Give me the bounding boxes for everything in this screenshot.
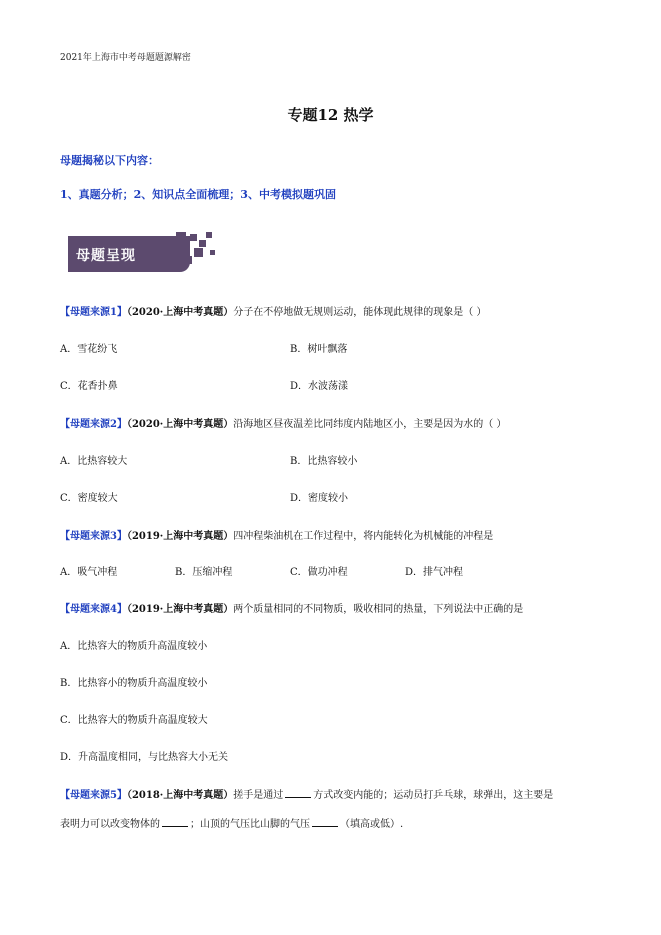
question-stem: 分子在不停地做无规则运动，能体现此规律的现象是（ ） bbox=[233, 307, 487, 318]
page-title: 专题12 热学 bbox=[287, 106, 374, 124]
question-stem-part: （填高或低）. bbox=[340, 819, 404, 830]
option-c: C．做功冲程 bbox=[290, 567, 348, 578]
option-d: D．水波荡漾 bbox=[290, 381, 349, 392]
question-stem: 沿海地区昼夜温差比同纬度内陆地区小，主要是因为水的（ ） bbox=[233, 419, 507, 430]
option-c: C．比热容大的物质升高温度较大 bbox=[60, 715, 208, 726]
question-year: （2019·上海中考真题） bbox=[126, 531, 234, 542]
question-source: 【母题来源5】 bbox=[60, 790, 127, 801]
question-4 bbox=[60, 600, 523, 615]
option-d: D．升高温度相同，与比热容大小无关 bbox=[60, 752, 229, 763]
question-source: 【母题来源3】 bbox=[60, 531, 127, 542]
question-stem-part: 方式改变内能的；运动员打乒乓球，球弹出，这主要是 bbox=[313, 790, 554, 801]
question-year: （2019·上海中考真题） bbox=[126, 604, 234, 615]
option-d: D．排气冲程 bbox=[405, 567, 464, 578]
document-header: 2021年上海市中考母题题源解密 bbox=[60, 53, 191, 63]
answer-blank bbox=[162, 817, 188, 827]
answer-blank bbox=[285, 788, 311, 798]
question-source: 【母题来源1】 bbox=[60, 307, 127, 318]
question-source: 【母题来源4】 bbox=[60, 604, 127, 615]
option-a: A．比热容大的物质升高温度较小 bbox=[60, 641, 208, 652]
question-source: 【母题来源2】 bbox=[60, 419, 127, 430]
option-d: D．密度较小 bbox=[290, 493, 349, 504]
option-a: A．雪花纷飞 bbox=[60, 344, 118, 355]
puzzle-icon bbox=[172, 228, 220, 274]
question-stem: 两个质量相同的不同物质，吸收相同的热量，下列说法中正确的是 bbox=[233, 604, 524, 615]
section-banner bbox=[68, 228, 220, 274]
option-b: B．比热容较小 bbox=[290, 456, 358, 467]
intro-items: 1、真题分析；2、知识点全面梳理；3、中考模拟题巩固 bbox=[60, 188, 336, 201]
intro-heading: 母题揭秘以下内容： bbox=[60, 154, 159, 167]
banner-label: 母题呈现 bbox=[76, 248, 136, 264]
question-stem-part: ；山顶的气压比山脚的气压 bbox=[190, 819, 310, 830]
option-b: B．压缩冲程 bbox=[175, 567, 233, 578]
question-year: （2020·上海中考真题） bbox=[126, 419, 234, 430]
question-5 bbox=[60, 786, 553, 801]
option-c: C．密度较大 bbox=[60, 493, 118, 504]
question-2 bbox=[60, 415, 506, 430]
question-5-line-2 bbox=[60, 815, 403, 830]
option-b: B．比热容小的物质升高温度较小 bbox=[60, 678, 208, 689]
option-b: B．树叶飘落 bbox=[290, 344, 348, 355]
question-year: （2018·上海中考真题） bbox=[126, 790, 234, 801]
question-3 bbox=[60, 527, 493, 542]
answer-blank bbox=[312, 817, 338, 827]
question-stem: 四冲程柴油机在工作过程中，将内能转化为机械能的冲程是 bbox=[233, 531, 494, 542]
question-stem-part: 表明力可以改变物体的 bbox=[60, 819, 160, 830]
option-c: C．花香扑鼻 bbox=[60, 381, 118, 392]
question-1 bbox=[60, 303, 486, 318]
option-a: A．吸气冲程 bbox=[60, 567, 118, 578]
question-stem-part: 搓手是通过 bbox=[233, 790, 284, 801]
option-a: A．比热容较大 bbox=[60, 456, 128, 467]
question-year: （2020·上海中考真题） bbox=[126, 307, 234, 318]
